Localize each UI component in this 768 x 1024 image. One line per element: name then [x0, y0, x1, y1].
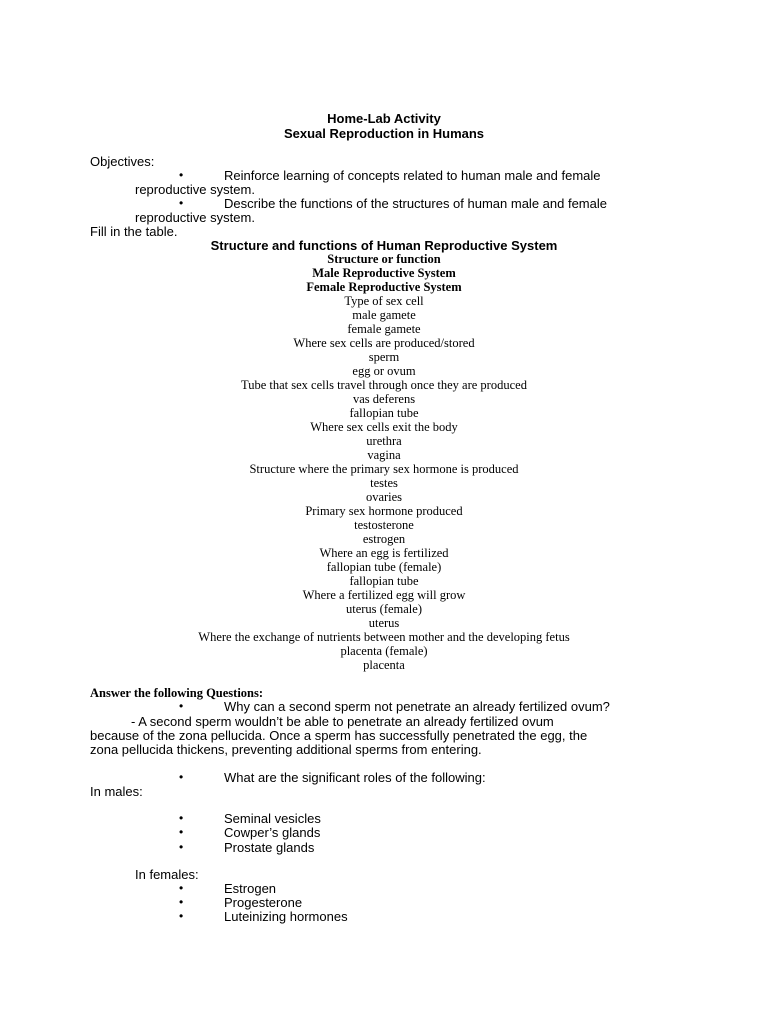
table-line: Where a fertilized egg will grow [302, 588, 466, 602]
table-line: fallopian tube [349, 574, 419, 588]
table-title: Structure and functions of Human Reproductive System [210, 238, 558, 253]
bullet: • [179, 168, 184, 182]
table-header-male: Male Reproductive System [312, 266, 456, 280]
bullet: • [179, 881, 184, 895]
table-line: Type of sex cell [344, 294, 424, 308]
table-line: ovaries [365, 490, 403, 504]
table-line: placenta (female) [340, 644, 428, 658]
table-line: Primary sex hormone produced [305, 504, 463, 518]
in-males-label: In males: [90, 784, 143, 799]
table-line: urethra [366, 434, 402, 448]
bullet: • [179, 699, 184, 713]
table-line: Where an egg is fertilized [319, 546, 449, 560]
bullet: • [179, 770, 184, 784]
table-line: testosterone [354, 518, 414, 532]
bullet: • [179, 909, 184, 923]
table-header-structure: Structure or function [327, 252, 441, 266]
table-line: Structure where the primary sex hormone is produced [249, 462, 519, 476]
questions-heading: Answer the following Questions: [90, 686, 264, 700]
answer-1-line1: - A second sperm wouldn’t be able to penetrate an already fertilized ovum [131, 714, 554, 729]
question-1: Why can a second sperm not penetrate an already fertilized ovum? [224, 699, 610, 714]
bullet: • [179, 895, 184, 909]
table-header-female: Female Reproductive System [306, 280, 462, 294]
table-line: sperm [368, 350, 400, 364]
instruction-text: Fill in the table. [90, 224, 178, 239]
males-item: Seminal vesicles [224, 811, 321, 826]
in-females-label: In females: [135, 867, 199, 882]
objective-item-1-line1: Reinforce learning of concepts related to human male and female [224, 168, 601, 183]
objectives-label: Objectives: [90, 154, 155, 169]
table-line: vas deferens [352, 392, 416, 406]
females-item: Luteinizing hormones [224, 909, 348, 924]
table-line: male gamete [352, 308, 416, 322]
table-line: Where sex cells exit the body [310, 420, 458, 434]
table-line: fallopian tube [349, 406, 419, 420]
bullet: • [179, 825, 184, 839]
table-line: placenta [363, 658, 405, 672]
objective-item-1-line2: reproductive system. [135, 182, 255, 197]
answer-1-line3: zona pellucida thickens, preventing additional sperms from entering. [90, 742, 482, 757]
table-line: Where the exchange of nutrients between mother and the developing fetus [198, 630, 570, 644]
table-line: uterus [368, 616, 400, 630]
table-line: Where sex cells are produced/stored [293, 336, 475, 350]
males-item: Cowper’s glands [224, 825, 321, 840]
table-line: fallopian tube (female) [326, 560, 442, 574]
females-item: Progesterone [224, 895, 303, 910]
question-2: What are the significant roles of the following: [224, 770, 486, 785]
objective-item-2-line2: reproductive system. [135, 210, 255, 225]
table-line: estrogen [362, 532, 406, 546]
males-item: Prostate glands [224, 840, 315, 855]
bullet: • [179, 196, 184, 210]
females-item: Estrogen [224, 881, 277, 896]
table-line: egg or ovum [352, 364, 416, 378]
table-line: Tube that sex cells travel through once they are produced [241, 378, 527, 392]
table-line: vagina [367, 448, 401, 462]
table-line: female gamete [347, 322, 421, 336]
page-subtitle: Sexual Reproduction in Humans [283, 126, 485, 141]
page-title: Home-Lab Activity [327, 111, 441, 126]
answer-1-line2: because of the zona pellucida. Once a sperm has successfully penetrated the egg, the [90, 728, 588, 743]
table-line: uterus (female) [345, 602, 422, 616]
table-line: testes [370, 476, 398, 490]
bullet: • [179, 811, 184, 825]
bullet: • [179, 840, 184, 854]
objective-item-2-line1: Describe the functions of the structures of human male and female [224, 196, 607, 211]
